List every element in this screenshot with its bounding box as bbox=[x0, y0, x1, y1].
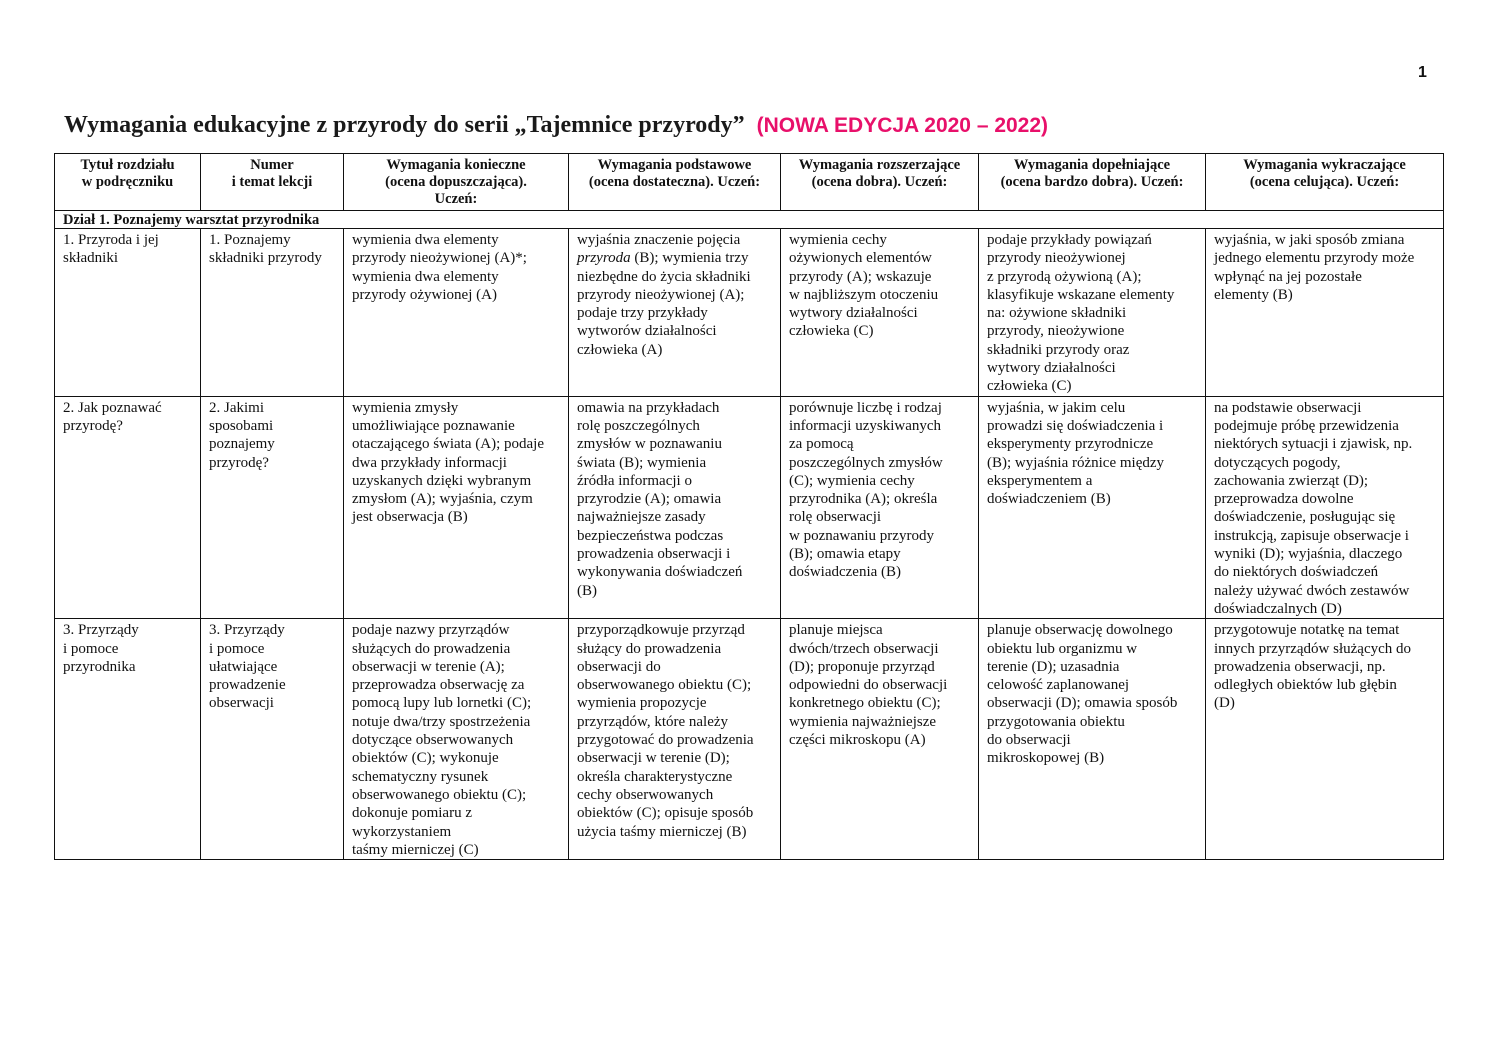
cell-podstawowe: omawia na przykładach rolę poszczególnych zmysłów w poznawaniu świata (B); wymienia źródła informacji o przyrodzie (A); omawia najważniejsze zasady bezpieczeństwa podczas prowadzenia obserwacji i wykonywania doświadczeń (B) bbox=[569, 396, 781, 619]
podstawowe-text-end: (B); wymienia trzy niezbędne do życia składniki przyrody nieożywionej (A); podaje trzy przykłady wytworów działalności człowieka (A) bbox=[577, 250, 751, 358]
header-row bbox=[55, 154, 1444, 211]
podstawowe-text-start: wyjaśnia znaczenie pojęcia bbox=[577, 232, 741, 248]
cell-lesson: 1. Poznajemy składniki przyrody bbox=[201, 229, 344, 397]
cell-lesson: 2. Jakimi sposobami poznajemy przyrodę? bbox=[201, 396, 344, 619]
cell-lesson: 3. Przyrządy i pomoce ułatwiające prowadzenie obserwacji bbox=[201, 619, 344, 860]
podstawowe-term: przyroda bbox=[577, 250, 631, 267]
header-chapter: Tytuł rozdziału w podręczniku bbox=[55, 154, 201, 211]
cell-dopelniajace: podaje przykłady powiązań przyrody nieożywionej z przyrodą ożywioną (A); klasyfikuje wskazane elementy na: ożywione składniki przyrody, nieożywione składniki przyrody oraz wytwory działalności człowieka (C) bbox=[979, 229, 1206, 397]
cell-chapter: 2. Jak poznawać przyrodę? bbox=[55, 396, 201, 619]
table-row bbox=[55, 619, 1444, 860]
cell-dopelniajace: planuje obserwację dowolnego obiektu lub organizmu w terenie (D); uzasadnia celowość zaplanowanej obserwacji (D); omawia sposób przygotowania obiektu do obserwacji mikroskopowej (B) bbox=[979, 619, 1206, 860]
header-lesson: Numer i temat lekcji bbox=[201, 154, 344, 211]
cell-chapter: 3. Przyrządy i pomoce przyrodnika bbox=[55, 619, 201, 860]
header-wykraczajace: Wymagania wykraczające (ocena celująca). Uczeń: bbox=[1206, 154, 1444, 211]
cell-podstawowe bbox=[569, 229, 781, 397]
cell-rozszerzajace: planuje miejsca dwóch/trzech obserwacji (D); proponuje przyrząd odpowiedni do obserwacji konkretnego obiektu (C); wymienia najważniejsze części mikroskopu (A) bbox=[781, 619, 979, 860]
cell-rozszerzajace: porównuje liczbę i rodzaj informacji uzyskiwanych za pomocą poszczególnych zmysłów (C); wymienia cechy przyrodnika (A); określa rolę obserwacji w poznawaniu przyrody (B); omawia etapy doświadczenia (B) bbox=[781, 396, 979, 619]
document-title bbox=[64, 112, 1048, 139]
cell-rozszerzajace: wymienia cechy ożywionych elementów przyrody (A); wskazuje w najbliższym otoczeniu wytwory działalności człowieka (C) bbox=[781, 229, 979, 397]
table-row bbox=[55, 396, 1444, 619]
section-title: Dział 1. Poznajemy warsztat przyrodnika bbox=[55, 211, 1444, 229]
header-podstawowe: Wymagania podstawowe (ocena dostateczna). Uczeń: bbox=[569, 154, 781, 211]
header-konieczne: Wymagania konieczne (ocena dopuszczająca). Uczeń: bbox=[344, 154, 569, 211]
title-main: Wymagania edukacyjne z przyrody do serii „Tajemnice przyrody” bbox=[64, 112, 745, 138]
cell-podstawowe: przyporządkowuje przyrząd służący do prowadzenia obserwacji do obserwowanego obiektu (C); wymienia propozycje przyrządów, które należy przygotować do prowadzenia obserwacji w terenie (D); określa charakterystyczne cechy obserwowanych obiektów (C); opisuje sposób użycia taśmy mierniczej (B) bbox=[569, 619, 781, 860]
section-row bbox=[55, 211, 1444, 229]
cell-wykraczajace: przygotowuje notatkę na temat innych przyrządów służących do prowadzenia obserwacji, np. odległych obiektów lub głębin (D) bbox=[1206, 619, 1444, 860]
cell-wykraczajace: wyjaśnia, w jaki sposób zmiana jednego elementu przyrody może wpłynąć na jej pozostałe elementy (B) bbox=[1206, 229, 1444, 397]
cell-dopelniajace: wyjaśnia, w jakim celu prowadzi się doświadczenia i eksperymenty przyrodnicze (B); wyjaśnia różnice między eksperymentem a doświadczeniem (B) bbox=[979, 396, 1206, 619]
requirements-table bbox=[54, 153, 1444, 860]
header-rozszerzajace: Wymagania rozszerzające (ocena dobra). Uczeń: bbox=[781, 154, 979, 211]
cell-konieczne: wymienia dwa elementy przyrody nieożywionej (A)*; wymienia dwa elementy przyrody ożywionej (A) bbox=[344, 229, 569, 397]
table-row bbox=[55, 229, 1444, 397]
cell-chapter: 1. Przyroda i jej składniki bbox=[55, 229, 201, 397]
title-edition: (NOWA EDYCJA 2020 – 2022) bbox=[756, 114, 1049, 137]
cell-konieczne: podaje nazwy przyrządów służących do prowadzenia obserwacji w terenie (A); przeprowadza obserwację za pomocą lupy lub lornetki (C); notuje dwa/trzy spostrzeżenia dotyczące obserwowanych obiektów (C); wykonuje schematyczny rysunek obserwowanego obiektu (C); dokonuje pomiaru z wykorzystaniem taśmy mierniczej (C) bbox=[344, 619, 569, 860]
cell-wykraczajace: na podstawie obserwacji podejmuje próbę przewidzenia niektórych sytuacji i zjawisk, np. dotyczących pogody, zachowania zwierząt (D); przeprowadza dowolne doświadczenie, posługując się instrukcją, zapisuje obserwacje i wyniki (D); wyjaśnia, dlaczego do niektórych doświadczeń należy używać dwóch zestawów doświadczalnych (D) bbox=[1206, 396, 1444, 619]
cell-konieczne: wymienia zmysły umożliwiające poznawanie otaczającego świata (A); podaje dwa przykłady informacji uzyskanych dzięki wybranym zmysłom (A); wyjaśnia, czym jest obserwacja (B) bbox=[344, 396, 569, 619]
page-number: 1 bbox=[1418, 64, 1427, 81]
header-dopelniajace: Wymagania dopełniające (ocena bardzo dobra). Uczeń: bbox=[979, 154, 1206, 211]
